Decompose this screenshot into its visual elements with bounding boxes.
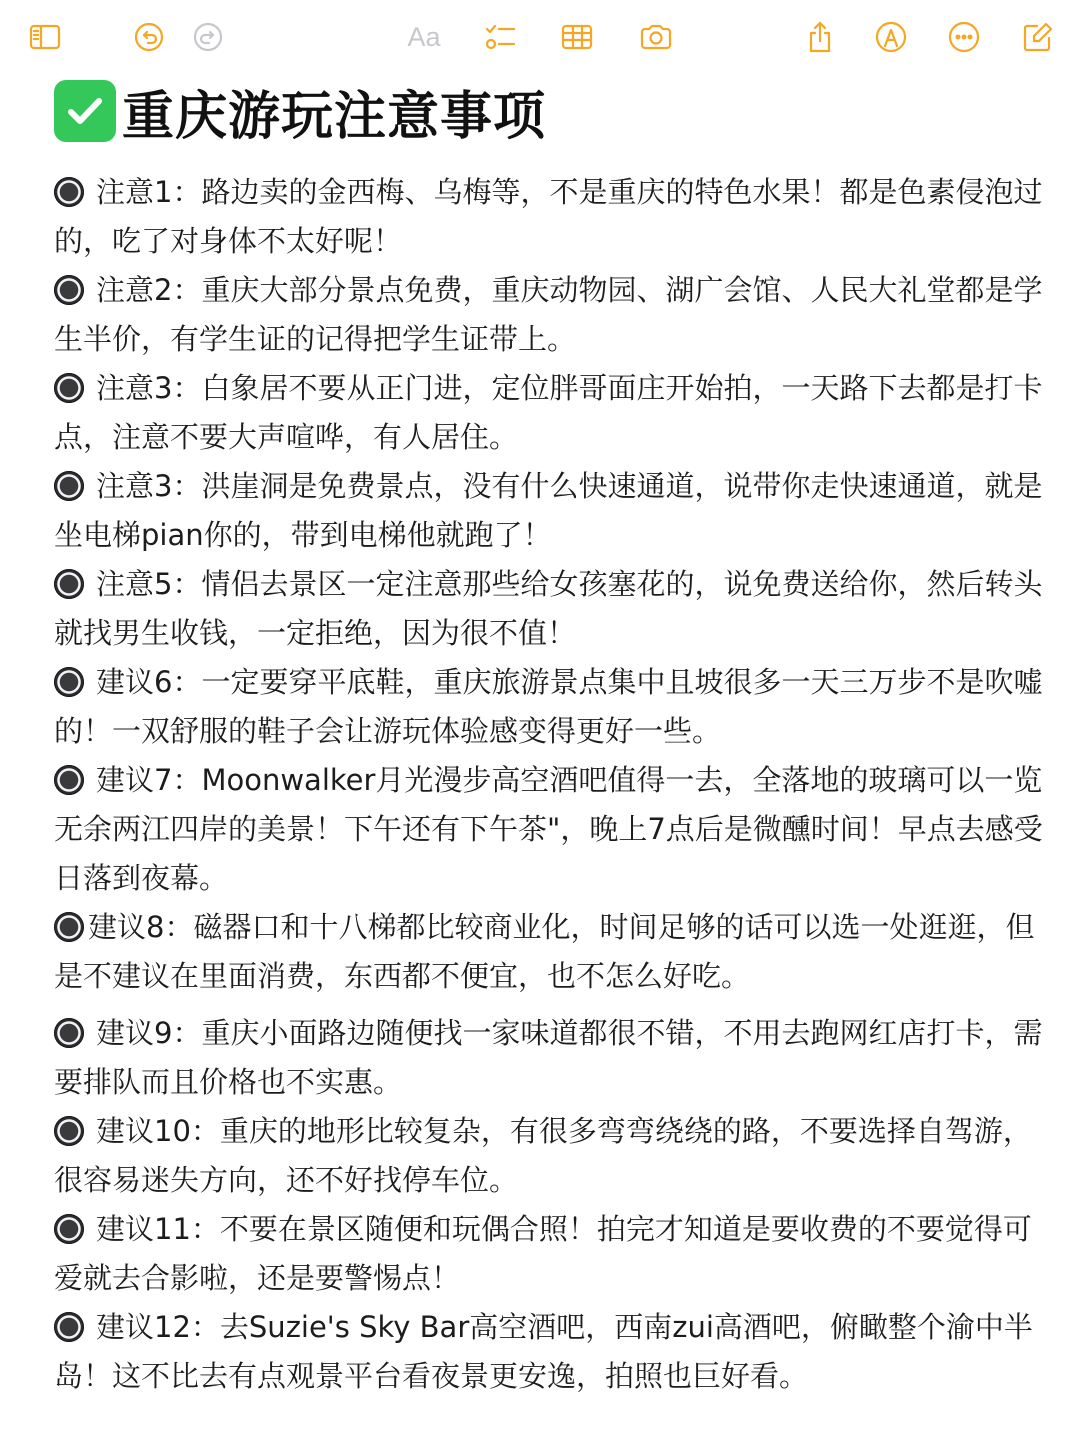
list-item <box>54 903 1050 1001</box>
bullet-icon <box>54 1116 84 1146</box>
bullet-icon <box>54 569 84 599</box>
more-options-icon[interactable] <box>945 18 983 56</box>
table-icon[interactable] <box>558 18 596 56</box>
list-item <box>54 1009 1050 1107</box>
list-item-text: 建议7：Moonwalker月光漫步高空酒吧值得一去，全落地的玻璃可以一览无余两江四岸的美景！下午还有下午茶"，晚上7点后是微醺时间！早点去感受日落到夜幕。 <box>54 763 1043 895</box>
list-item-text: 建议11：不要在景区随便和玩偶合照！拍完才知道是要收费的不要觉得可爱就去合影啦，还是要警惕点！ <box>54 1212 1032 1295</box>
list-item-text: 注意1：路边卖的金西梅、乌梅等，不是重庆的特色水果！都是色素侵泡过的，吃了对身体不太好呢！ <box>54 175 1043 258</box>
bullet-icon <box>54 912 84 942</box>
bullet-icon <box>54 1312 84 1342</box>
markup-pen-icon[interactable] <box>872 18 910 56</box>
list-item <box>54 756 1050 903</box>
compose-icon[interactable] <box>1019 18 1057 56</box>
checklist-icon[interactable] <box>481 18 519 56</box>
list-item-text: 建议9：重庆小面路边随便找一家味道都很不错，不用去跑网红店打卡，需要排队而且价格也不实惠。 <box>54 1016 1043 1099</box>
notes-toolbar <box>0 0 1080 72</box>
list-item <box>54 1107 1050 1205</box>
note-title: 重庆游玩注意事项 <box>122 86 547 147</box>
sidebar-toggle-icon[interactable] <box>26 18 64 56</box>
list-item <box>54 364 1050 462</box>
list-item <box>54 168 1050 266</box>
undo-icon[interactable] <box>130 18 168 56</box>
note-title-row <box>54 76 546 146</box>
bullet-icon <box>54 765 84 795</box>
bullet-icon <box>54 1214 84 1244</box>
list-item-text: 建议6：一定要穿平底鞋，重庆旅游景点集中且坡很多一天三万步不是吹嘘的！一双舒服的鞋子会让游玩体验感变得更好一些。 <box>54 665 1043 748</box>
list-item-text: 注意5：情侣去景区一定注意那些给女孩塞花的，说免费送给你，然后转头就找男生收钱，一定拒绝，因为很不值！ <box>54 567 1043 650</box>
list-item-text: 建议10：重庆的地形比较复杂，有很多弯弯绕绕的路，不要选择自驾游，很容易迷失方向，还不好找停车位。 <box>54 1114 1032 1197</box>
camera-icon[interactable] <box>637 18 675 56</box>
list-item <box>54 560 1050 658</box>
share-icon[interactable] <box>801 18 839 56</box>
list-item <box>54 266 1050 364</box>
note-body[interactable] <box>54 168 1050 1401</box>
list-item-text: 注意3：白象居不要从正门进，定位胖哥面庄开始拍，一天路下去都是打卡点，注意不要大声喧哗，有人居住。 <box>54 371 1043 454</box>
bullet-icon <box>54 1018 84 1048</box>
list-item-text: 建议8：磁器口和十八梯都比较商业化，时间足够的话可以选一处逛逛，但是不建议在里面消费，东西都不便宜，也不怎么好吃。 <box>54 910 1035 993</box>
list-item-text: 注意2：重庆大部分景点免费，重庆动物园、湖广会馆、人民大礼堂都是学生半价，有学生证的记得把学生证带上。 <box>54 273 1043 356</box>
bullet-icon <box>54 471 84 501</box>
bullet-icon <box>54 275 84 305</box>
list-item <box>54 1205 1050 1303</box>
text-format-button[interactable]: Aa <box>407 22 441 52</box>
redo-icon[interactable] <box>189 18 227 56</box>
list-item <box>54 658 1050 756</box>
list-item <box>54 462 1050 560</box>
bullet-icon <box>54 177 84 207</box>
bullet-icon <box>54 373 84 403</box>
list-item-text: 建议12：去Suzie's Sky Bar高空酒吧，西南zui高酒吧，俯瞰整个渝中半岛！这不比去有点观景平台看夜景更安逸，拍照也巨好看。 <box>54 1310 1033 1393</box>
list-item <box>54 1303 1050 1401</box>
checkmark-icon <box>54 80 116 142</box>
bullet-icon <box>54 667 84 697</box>
list-item-text: 注意3：洪崖洞是免费景点，没有什么快速通道，说带你走快速通道，就是坐电梯pian你的，带到电梯他就跑了！ <box>54 469 1043 552</box>
